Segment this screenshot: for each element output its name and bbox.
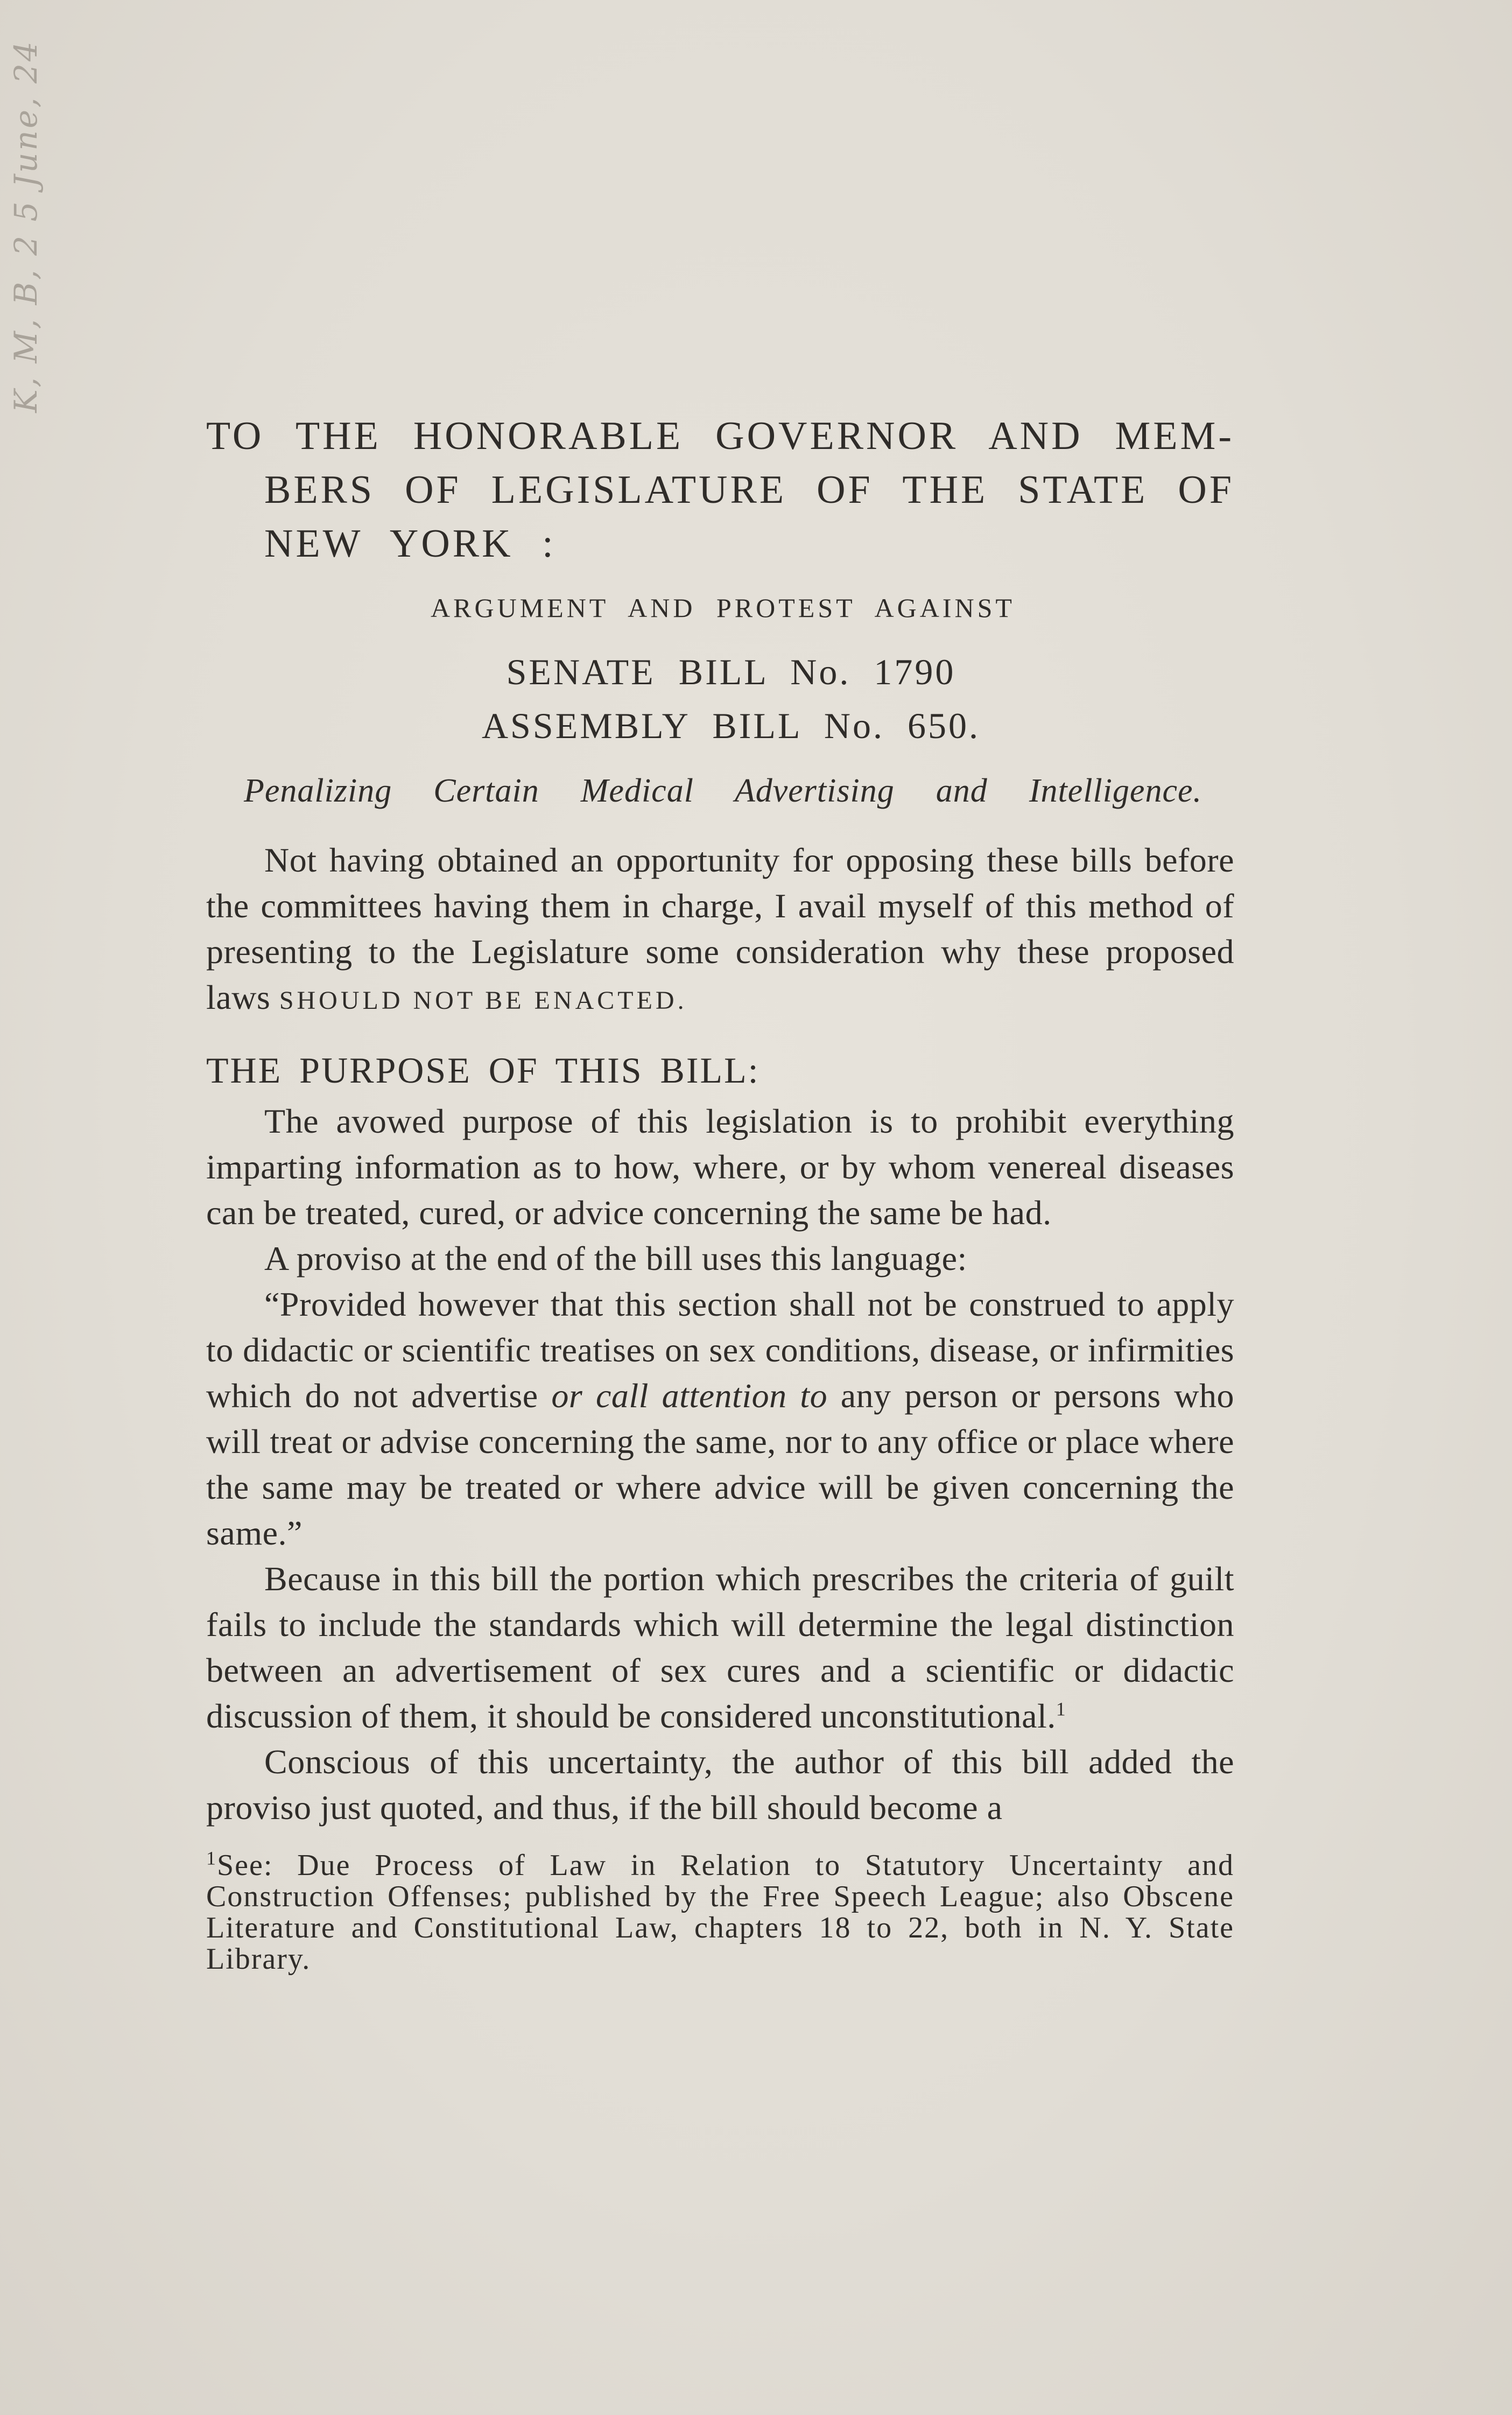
address-line-1: TO THE HONORABLE GOVERNOR AND MEM- [206,414,1234,458]
paragraph-2: A proviso at the end of the bill uses this language: [264,1239,967,1277]
paragraph-4-text: Because in this bill the portion which prescribes the criteria of guilt fails to include the standards which will determine the legal distinction between an advertisement of sex cures and a scientific or didactic discussion of them, it should be considered unconstitutional. [206,1560,1234,1735]
section-heading: THE PURPOSE OF THIS BILL: [206,1050,760,1091]
footnote [206,1847,1234,1976]
margin-note-text: K, M, B, 2 5 June, 24 [8,39,44,413]
footnote-text: See: Due Process of Law in Relation to Statutory Uncertainty and Construction Offenses; published by the Free Speech League; also Obscene Literature and Constitutional Law, chapters 18 to 22, both in N. Y. State Library. [206,1849,1234,1976]
bill-description: Penalizing Certain Medical Advertising and Intelligence. [244,773,1202,809]
footnote-reference: 1 [1056,1698,1066,1720]
bill-numbers [271,645,1191,753]
intro-emphasis: SHOULD NOT BE ENACTED. [279,986,687,1015]
assembly-bill: ASSEMBLY BILL No. 650. [481,705,981,746]
footnote-mark: 1 [206,1847,217,1869]
intro-paragraph [206,837,1234,1023]
margin-annotation [0,11,48,441]
document-page [206,409,1234,1975]
paragraph-1: The avowed purpose of this legislation is to prohibit everything imparting information as to how, where, or by whom venereal diseases can be treated, cured, or advice concerning the same be had. [206,1102,1234,1232]
quote-italic: or call attention to [551,1377,828,1415]
address-line-2: BERS OF LEGISLATURE OF THE STATE OF [264,468,1234,512]
intro-text: Not having obtained an opportunity for opposing these bills before the committees having them in charge, I avail myself of this method of presenting to the Legislature some consideration why these proposed laws [206,841,1234,1016]
paragraph-4 [206,1556,1234,1739]
quote-text-start: “Provided however that this section shall not be construed to apply to didactic or scientific treatises on sex conditions, disease, or infirmities which do not advertise [206,1285,1234,1415]
address-line-3: NEW YORK : [264,522,556,566]
quote-text-end: any person or persons who will treat or advise concerning the same, nor to any office or place where the same may be treated or where advice will be given concerning the same.” [206,1377,1235,1552]
paragraph-3-quote [206,1281,1234,1556]
address-heading [206,409,1234,571]
paragraph-5: Conscious of this uncertainty, the author of this bill added the proviso just quoted, and thus, if the bill should become a [206,1743,1234,1827]
subtitle: ARGUMENT AND PROTEST AGAINST [431,593,1015,623]
senate-bill: SENATE BILL No. 1790 [506,651,956,692]
